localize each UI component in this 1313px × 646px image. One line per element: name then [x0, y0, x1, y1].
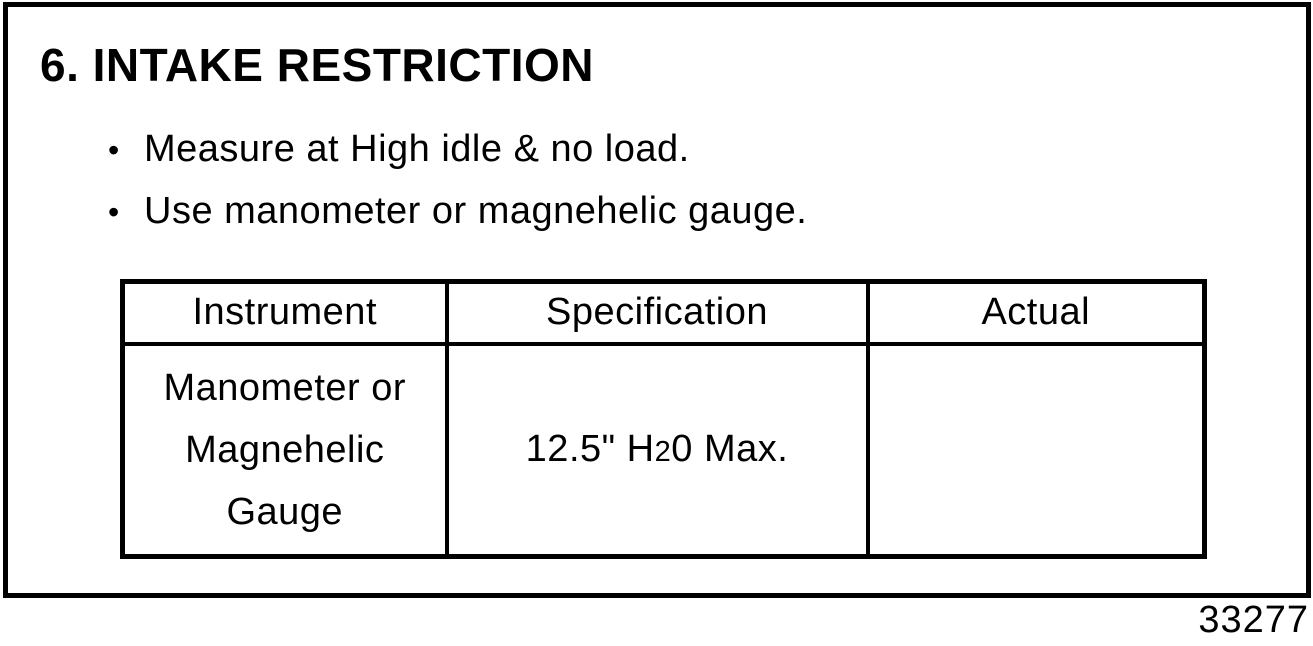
cell-specification [447, 344, 868, 557]
instrument-line: Manometer or [163, 366, 407, 409]
cell-instrument [123, 344, 447, 557]
specification-text-suffix: 0 Max. [671, 428, 789, 471]
intake-restriction-table [120, 279, 1207, 559]
bullet-icon: • [108, 132, 120, 168]
bullet-item [108, 128, 807, 190]
cell-actual [868, 344, 1205, 557]
figure-number: 33277 [1198, 599, 1309, 641]
bullet-item [108, 190, 807, 252]
column-header-actual: Actual [868, 282, 1205, 344]
instrument-line: Magnehelic [185, 428, 385, 471]
specification-text-prefix: 12.5" H [525, 428, 655, 471]
section-title: 6. INTAKE RESTRICTION [40, 39, 595, 91]
instrument-line: Gauge [226, 490, 344, 533]
table-header-row [123, 282, 1205, 344]
bullet-text: Use manometer or magnehelic gauge. [144, 190, 808, 232]
specification-subscript: 2 [654, 436, 672, 469]
column-header-specification: Specification [447, 282, 868, 344]
column-header-instrument: Instrument [123, 282, 447, 344]
table-row [123, 344, 1205, 557]
bullet-icon: • [108, 194, 120, 230]
bullet-text: Measure at High idle & no load. [144, 128, 690, 170]
bullet-list [108, 128, 807, 252]
